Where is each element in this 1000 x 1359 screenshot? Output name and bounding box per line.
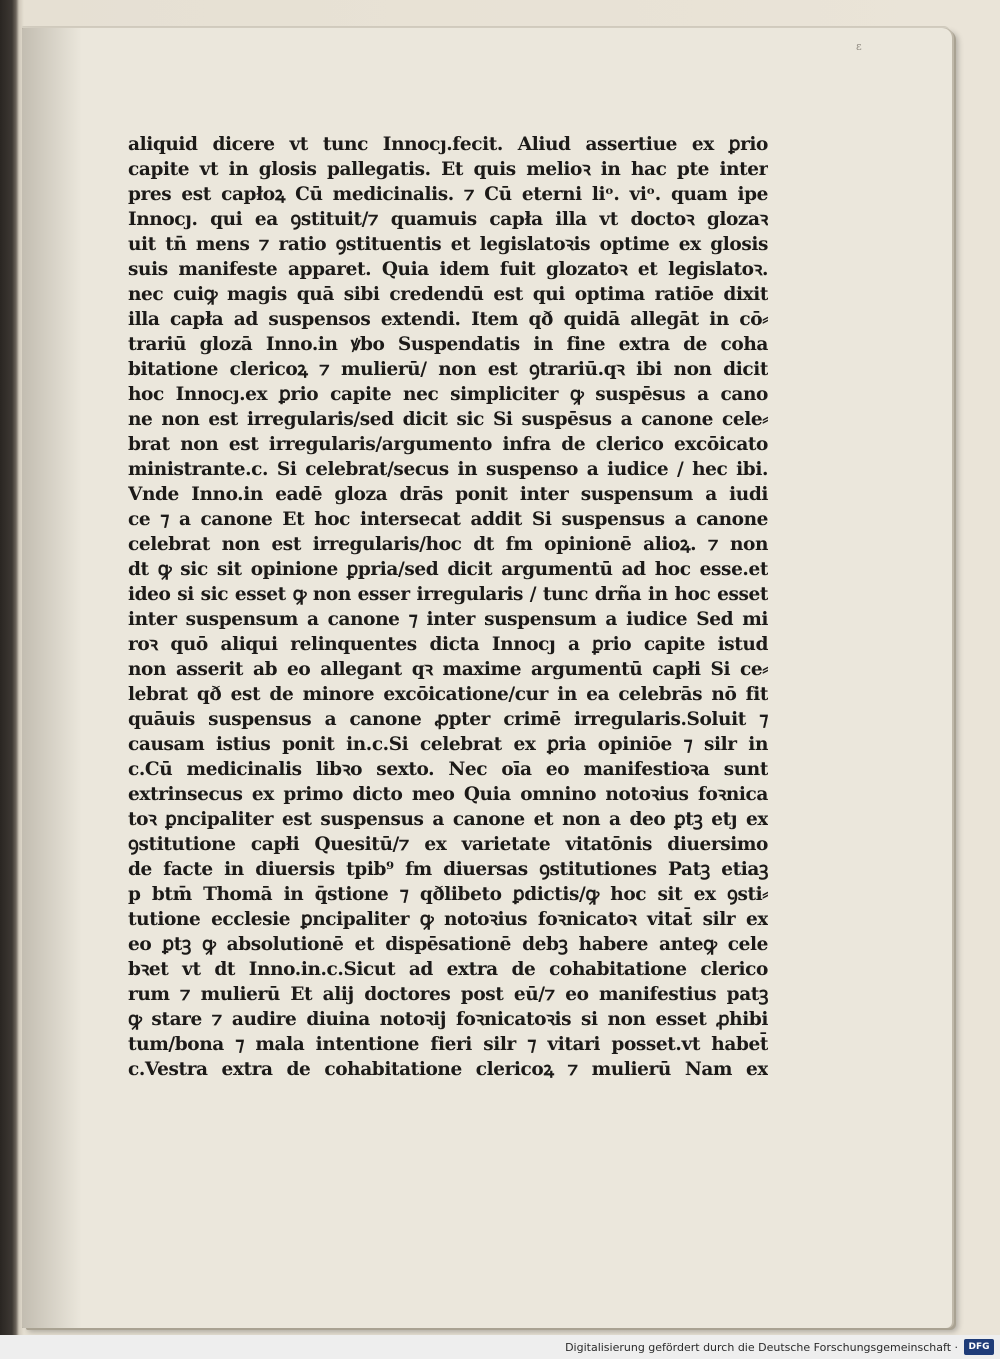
text-line: ce ⁊ a canone Et hoc intersecat addit Si suspensus a canone [128, 509, 768, 530]
text-line: aliquid dicere vt tunc Innocȷ.fecit. Aliud assertiue ex ꝑrio [128, 134, 768, 155]
text-line: uit tn̄ mens ⁊ ratio ꝯstituentis et legislatoꝛis optime ex glosis [128, 234, 768, 255]
text-line: tutione ecclesie ꝑncipaliter ꝙ notoꝛius foꝛnicatoꝛ vitat̄ silr ex [128, 909, 768, 930]
text-line: ministrante.c. Si celebrat/secus in suspenso a iudice / hec ibi. [128, 459, 768, 480]
text-line: hoc Innocȷ.ex ꝑrio capite nec simpliciter ꝙ suspēsus a cano [128, 384, 768, 405]
text-line: rum ⁊ mulierū Et alij doctores post eū/⁊ eo manifestius patꝫ [128, 984, 768, 1005]
text-line: de facte in diuersis tpib⁹ fm diuersas ꝯstitutiones Patꝫ etiaꝫ [128, 859, 768, 880]
text-line: illa capła ad suspensos extendi. Item qð quidā allegāt in cō⸗ [128, 309, 768, 330]
text-line: tum/bona ⁊ mala intentione fieri silr ⁊ vitari posset.vt habet̄ [128, 1034, 768, 1055]
text-line: pres est capłoꝝ Cū medicinalis. ⁊ Cū eterni liᵒ. viᵒ. quam ipe [128, 184, 768, 205]
digitization-credit: Digitalisierung gefördert durch die Deutsche Forschungsgemeinschaft · [565, 1341, 958, 1354]
folio-mark: ε [856, 40, 862, 53]
text-line: Vnde Inno.in eadē gloza drās ponit inter suspensum a iudi [128, 484, 768, 505]
text-line: nec cuiꝙ magis quā sibi credendū est qui optima ratiōe dixit [128, 284, 768, 305]
text-line: causam istius ponit in.c.Si celebrat ex ꝑria opiniōe ⁊ silr in [128, 734, 768, 755]
text-line: suis manifeste apparet. Quia idem fuit glozatoꝛ et legislatoꝛ. [128, 259, 768, 280]
text-line: brat non est irregularis/argumento infra de clerico excōicato [128, 434, 768, 455]
text-line: c.Vestra extra de cohabitatione clericoꝝ ⁊ mulierū Nam ex [128, 1059, 768, 1080]
gutter-shadow [22, 28, 82, 1328]
text-line: trariū glozā Inno.in ꝟbo Suspendatis in fine extra de coha [128, 334, 768, 355]
text-line: Innocȷ. qui ea ꝯstituit/⁊ quamuis capła illa vt doctoꝛ glozaꝛ [128, 209, 768, 230]
blackletter-text-block [128, 132, 768, 1082]
text-line: ne non est irregularis/sed dicit sic Si suspēsus a canone cele⸗ [128, 409, 768, 430]
text-line: extrinsecus ex primo dicto meo Quia omnino notoꝛius foꝛnica [128, 784, 768, 805]
text-line: eo ꝑtꝫ ꝙ absolutionē et dispēsationē debꝫ habere anteꝙ cele [128, 934, 768, 955]
text-line: quāuis suspensus a canone ꝓpter crimē irregularis.Soluit ⁊ [128, 709, 768, 730]
text-line: ꝯstitutione capłi Quesitū/⁊ ex varietate vitatōnis diuersimo [128, 834, 768, 855]
text-line: capite vt in glosis pallegatis. Et quis melioꝛ in hac pte inter [128, 159, 768, 180]
text-line: ideo si sic esset ꝙ non esser irregularis / tunc drña in hoc esset [128, 584, 768, 605]
text-line: toꝛ ꝑncipaliter est suspensus a canone et non a deo ꝑtꝫ etȷ ex [128, 809, 768, 830]
text-line: ꝙ stare ⁊ audire diuina notoꝛij foꝛnicatoꝛis si non esset ꝓhibi [128, 1009, 768, 1030]
text-line: c.Cū medicinalis libꝛo sexto. Nec oīa eo manifestioꝛa sunt [128, 759, 768, 780]
text-line: bꝛet vt dt Inno.in.c.Sicut ad extra de cohabitatione clerico [128, 959, 768, 980]
text-line: lebrat qð est de minore excōicatione/cur in ea celebrās nō fit [128, 684, 768, 705]
text-line: celebrat non est irregularis/hoc dt fm opinionē alioꝝ. ⁊ non [128, 534, 768, 555]
dfg-logo: DFG [964, 1339, 994, 1355]
text-line: bitatione clericoꝝ ⁊ mulierū/ non est ꝯtrariū.qꝛ ibi non dicit [128, 359, 768, 380]
text-line: non asserit ab eo allegant qꝛ maxime argumentū capłi Si ce⸗ [128, 659, 768, 680]
text-line: inter suspensum a canone ⁊ inter suspensum a iudice Sed mi [128, 609, 768, 630]
text-line: roꝛ quō aliqui relinquentes dicta Innocȷ a ꝑrio capite istud [128, 634, 768, 655]
text-line: dt ꝙ sic sit opinione ꝑpria/sed dicit argumentū ad hoc esse.et [128, 559, 768, 580]
text-line: p btm̄ Thomā in q̄stione ⁊ qðlibeto ꝑdictis/ꝙ hoc sit ex ꝯsti⸗ [128, 884, 768, 905]
